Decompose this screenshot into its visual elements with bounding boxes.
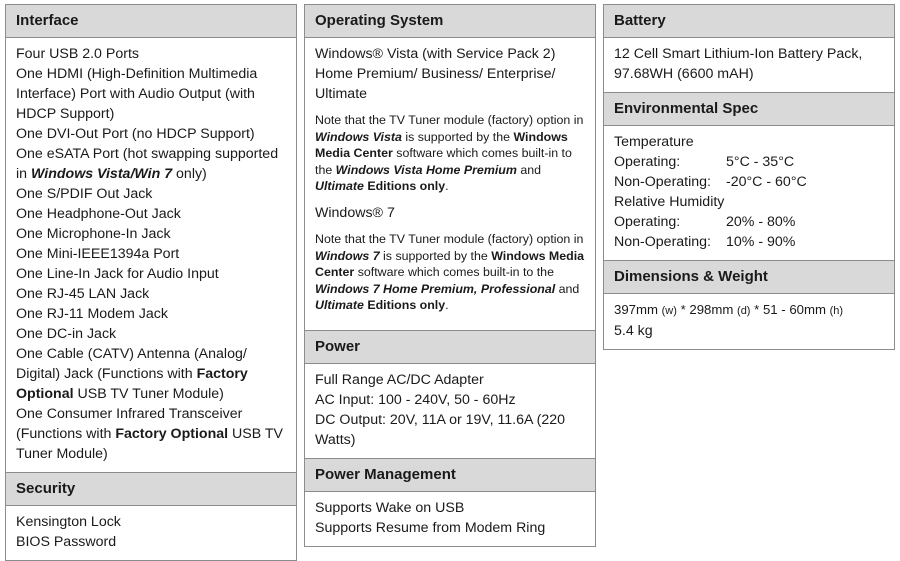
interface-item: One Consumer Infrared Transceiver (Functions with Factory Optional USB TV Tuner Module) xyxy=(16,406,284,462)
power-heading: Power xyxy=(305,331,595,364)
interface-item: One Microphone-In Jack xyxy=(16,226,171,242)
battery-text: 12 Cell Smart Lithium-Ion Battery Pack, 97.68WH (6600 mAH) xyxy=(614,46,863,82)
interface-item: One DC-in Jack xyxy=(16,326,117,342)
battery-heading: Battery xyxy=(604,5,894,38)
dimensions-panel xyxy=(603,261,895,350)
os-vista-note: Note that the TV Tuner module (factory) option in Windows Vista is supported by the Windows Media Center software which comes built-in to the Windows Vista Home Premium and Ultimate Editions only. xyxy=(315,113,584,194)
power-item: Full Range AC/DC Adapter xyxy=(315,371,484,388)
temp-operating-value: 5°C - 35°C xyxy=(726,154,795,170)
interface-item: One RJ-45 LAN Jack xyxy=(16,286,150,302)
interface-item: One HDMI (High-Definition Multimedia Interface) Port with Audio Output (with HDCP Support) xyxy=(16,66,258,122)
interface-panel xyxy=(5,4,297,473)
power-item: DC Output: 20V, 11A or 19V, 11.6A (220 Watts) xyxy=(315,411,566,448)
power-item: AC Input: 100 - 240V, 50 - 60Hz xyxy=(315,391,516,408)
dimensions-weight: 5.4 kg xyxy=(614,323,653,339)
power-management-item: Supports Wake on USB xyxy=(315,499,465,516)
security-panel xyxy=(5,473,297,561)
environmental-body xyxy=(604,126,894,260)
temp-operating-row xyxy=(614,152,884,172)
security-list xyxy=(6,506,296,560)
temp-operating-label: Operating: xyxy=(614,154,681,170)
environmental-heading: Environmental Spec xyxy=(604,93,894,126)
os-win7-note: Note that the TV Tuner module (factory) option in Windows 7 is supported by the Windows Media Center software which comes built-in to the Windows 7 Home Premium, Professional and Ultimate Editions only. xyxy=(315,231,585,313)
security-item: Kensington Lock xyxy=(16,514,121,530)
interface-item: One Cable (CATV) Antenna (Analog/ Digital) Jack (Functions with Factory Optional USB TV Tuner Module) xyxy=(16,346,248,402)
interface-item: One S/PDIF Out Jack xyxy=(16,186,153,202)
os-panel xyxy=(304,4,596,331)
humidity-label: Relative Humidity xyxy=(614,194,725,210)
os-win7-text: Windows® 7 xyxy=(315,204,395,221)
interface-item: One DVI-Out Port (no HDCP Support) xyxy=(16,126,255,142)
os-heading: Operating System xyxy=(305,5,595,38)
power-list xyxy=(305,364,595,458)
environmental-panel xyxy=(603,93,895,261)
hum-nonop-label: Non-Operating: xyxy=(614,234,711,250)
hum-operating-label: Operating: xyxy=(614,214,681,230)
interface-list xyxy=(6,38,296,472)
os-vista-text: Windows® Vista (with Service Pack 2) Home Premium/ Business/ Enterprise/ Ultimate xyxy=(315,46,556,102)
power-management-list xyxy=(305,492,595,546)
dimensions-size: 397mm (w) * 298mm (d) * 51 - 60mm (h) xyxy=(614,302,844,317)
interface-item: One RJ-11 Modem Jack xyxy=(16,306,168,322)
interface-item: One eSATA Port (hot swapping supported in Windows Vista/Win 7 only) xyxy=(16,146,279,182)
interface-item: One Line-In Jack for Audio Input xyxy=(16,266,219,282)
battery-panel xyxy=(603,4,895,93)
interface-item: One Headphone-Out Jack xyxy=(16,206,181,222)
hum-operating-row xyxy=(614,212,884,232)
power-management-item: Supports Resume from Modem Ring xyxy=(315,519,546,536)
temp-nonop-row xyxy=(614,172,884,192)
security-item: BIOS Password xyxy=(16,534,117,550)
interface-item: One Mini-IEEE1394a Port xyxy=(16,246,180,262)
dimensions-heading: Dimensions & Weight xyxy=(604,261,894,294)
temperature-label: Temperature xyxy=(614,134,694,150)
hum-nonop-row xyxy=(614,232,884,252)
column-right xyxy=(603,4,895,350)
column-left xyxy=(5,4,297,561)
dimensions-body xyxy=(604,294,894,349)
battery-body xyxy=(604,38,894,92)
security-heading: Security xyxy=(6,473,296,506)
temp-nonop-value: -20°C - 60°C xyxy=(726,174,807,190)
power-management-panel xyxy=(304,459,596,547)
temp-nonop-label: Non-Operating: xyxy=(614,174,711,190)
interface-item: Four USB 2.0 Ports xyxy=(16,46,140,62)
os-body xyxy=(305,38,595,330)
column-middle xyxy=(304,4,596,547)
hum-operating-value: 20% - 80% xyxy=(726,214,796,230)
hum-nonop-value: 10% - 90% xyxy=(726,234,796,250)
power-management-heading: Power Management xyxy=(305,459,595,492)
power-panel xyxy=(304,331,596,459)
interface-heading: Interface xyxy=(6,5,296,38)
